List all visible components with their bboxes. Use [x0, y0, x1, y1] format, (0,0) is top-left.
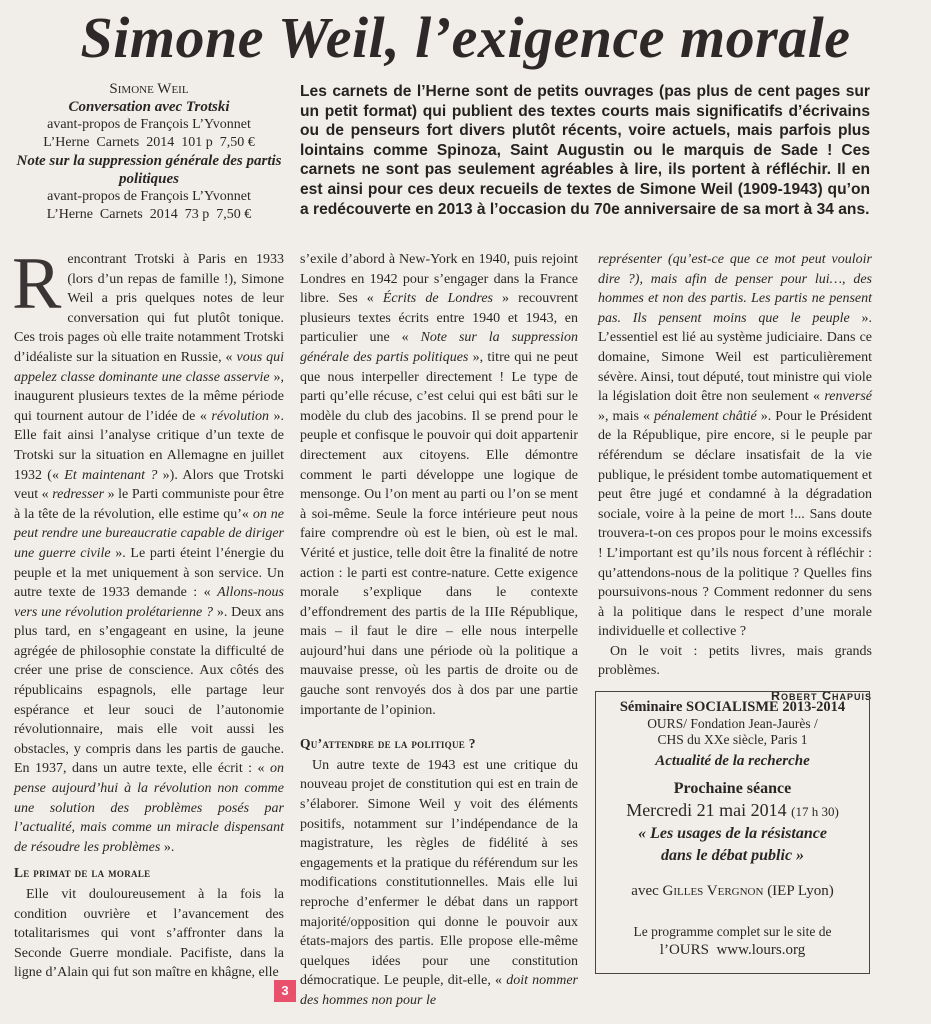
book-foreword-2: avant-propos de François L’Yvonnet: [47, 189, 251, 204]
quote-run: on pense aujourd’hui à la révolution non comme une solution des problèmes posés par l’actualité, mais comme un miracle dispensant de résoudre les problèmes: [14, 761, 284, 855]
quote-run: doit nommer des hommes non pour le: [300, 973, 579, 1008]
text-run: ». Deux ans plus tard, en s’engageant en usine, la jeune agrégée de philosophie constate la difficulté de créer une prise de conscience. Aux côtés des républicains espagnols, elle partage leur espérance et leur souci de l’autonomie révolutionnaire, mais elle voit aussi les obstacles, y compris dans les partis de gauche. En 1937, dans un autre texte, elle écrit : «: [14, 604, 284, 777]
quote-run: vous qui appelez classe dominante une classe asservie: [14, 349, 284, 385]
quote-run: Note sur la suppression générale des partis politiques: [300, 330, 578, 365]
quote-run: représenter (qu’est-ce que ce mot peut vouloir dire ?), mais afin de penser pour lui…, des hommes et non des partis. Les partis ne pensent pas. Ils pensent moins que le peuple: [598, 252, 872, 326]
quote-run: Écrits de Londres: [382, 291, 493, 307]
text-run: s’exile d’abord à New-York en 1940, puis rejoint Londres en 1942 pour s’engager dans la France libre. Ses «: [300, 252, 578, 307]
quote-run: pénalement châtié: [654, 408, 757, 424]
article-intro: Les carnets de l’Herne sont de petits ouvrages (pas plus de cent pages sur un petit format) qui publient des textes courts mais significatifs d’écrivains ou de penseurs fort divers plutôt récents, voire actuels, mais parfois plus lointains comme Spinoza, Saint Augustin ou le marquis de Sade ! Ces carnets ne sont pas seulement agréables à lire, ils portent à réfléchir. Il en est ainsi pour ces deux recueils de textes de Simone Weil (1909-1943) qu’on a redécouverte en 2013 à l’occasion du 70e anniversaire de sa mort à 34 ans.: [300, 83, 870, 218]
text-run: ». Pour le Président de la République, pire encore, si le peuple par référendum se déclare insatisfait de la vie publique, le président tombe automatiquement et peut être jugé et condamné à la dégradation sociale, voire à la peine de mort !... Sans doute trouvera-t-on ces propos pour le moins excessifs ! L’important est qu’ils nous forcent à réfléchir : qu’attendons-nous de la politique ? Quelles fins poursuivons-nous ? Comment redonner du sens à la politique dans le respect d’une morale individuelle et collective ?: [598, 408, 872, 640]
seminar-institutions: OURS/ Fondation Jean-Jaurès /: [647, 716, 818, 731]
book-foreword-1: avant-propos de François L’Yvonnet: [47, 117, 251, 132]
page-number: 3: [274, 980, 296, 1002]
text-run: », mais «: [598, 408, 654, 424]
text-run: ». Elle fait ainsi l’analyse critique d’un texte de Trotski sur la situation en Allemagne en juillet 1932 («: [14, 408, 285, 483]
seminar-date: Mercredi 21 mai 2014 (17 h 30): [626, 800, 839, 820]
book-publisher-1: L’Herne Carnets 2014 101 p 7,50 €: [43, 135, 255, 150]
text-run: »). Alors que Trotski veut «: [14, 467, 284, 503]
drop-cap: R: [12, 243, 62, 325]
seminar-box: [595, 691, 870, 974]
text-run: », inaugurent plusieurs textes de la même période qui tournent autour de l’idée de «: [14, 369, 285, 424]
section-heading-1: Le primat de la morale: [14, 865, 151, 881]
column-2: [300, 250, 578, 1011]
paragraph: Elle vit douloureusement à la fois la condition ouvrière et l’avancement des totalitarismes qui vont s’affronter dans la Seconde Guerre mondiale. Pacifiste, dans la ligne d’Alain qui fut son maître en khâgne, elle: [14, 887, 284, 981]
speaker-affiliation: (IEP Lyon): [767, 883, 834, 899]
speaker-name: Gilles Vergnon: [662, 883, 764, 899]
seminar-talk-title: « Les usages de la résistance: [638, 825, 827, 842]
column-1: [12, 243, 285, 983]
quote-run: Allons-nous vers une révolution prolétarienne ?: [14, 585, 284, 620]
quote-run: redresser: [52, 487, 105, 503]
book-author: Simone Weil: [109, 81, 189, 97]
seminar-time: (17 h 30): [791, 804, 839, 819]
column-3: [598, 250, 872, 707]
seminar-site: l’OURS www.lours.org: [659, 942, 806, 958]
text-run: Un autre texte de 1943 est une critique du nouveau projet de constitution qui est en train de s’élaborer. Simone Weil y voit des éléments positifs, notamment sur l’indépendance de la magistrature, les règles de fidélité à ses engagements et la pratique du référendum sur les modifications constitutionnelles. Mais elle lui reproche d’enfermer le débat dans un rapport majorité/opposition qui donne le pouvoir aux états-majors des partis. Elle propose elle-même quelques idées pour une constitution démocratique. Le peuple, dit-elle, «: [300, 757, 578, 989]
book-title-2: Note sur la suppression générale des partis politiques: [16, 153, 282, 187]
text-run: encontrant Trotski à Paris en 1933 (lors d’un repas de famille !), Simone Weil a pris quelques notes de leur conversation qui fut plutôt tonique. Ces trois pages où elle traite notamment Trotski d’idéaliste sur la situation en Russie, «: [14, 252, 284, 365]
seminar-next-session: Prochaine séance: [673, 780, 792, 797]
text-run: ».: [160, 839, 175, 855]
seminar-heading: Actualité de la recherche: [655, 753, 810, 769]
seminar-institutions: CHS du XXe siècle, Paris 1: [657, 732, 808, 747]
seminar-title: Séminaire SOCIALISME 2013-2014: [619, 699, 846, 715]
text-run: » recouvrent plusieurs textes écrits entre 1940 et 1943, en particulier une «: [300, 291, 578, 346]
author-signature: Robert Chapuis: [770, 689, 872, 704]
seminar-program-note: Le programme complet sur le site de: [633, 924, 832, 939]
book-publisher-2: L’Herne Carnets 2014 73 p 7,50 €: [46, 207, 252, 222]
text-run: » le Parti communiste pour être à la tête de la révolution, elle estime qu’«: [14, 487, 284, 522]
book-title-1: Conversation avec Trotski: [68, 99, 230, 115]
text-run: », titre qui ne peut que nous interpeller directement ! Le type de parti qu’elle récuse, c’est celui qui est bâti sur le modèle du club des jacobins. Il se prend pour le peuple et confisque le pouvoir qui doit appartenir directement aux citoyens. Elle démontre comment le parti développe une logique de mensonge. Ou l’on ment au parti ou l’on se ment à soi-même. Seule la force intérieure peut nous faire comprendre où est le bien, où est le mal. Vérité et justice, telle doit être la finalité de notre action : le parti est contre-nature. Cette exigence morale s’explique dans le contexte d’effondrement des partis de la IIIe République, mais – il faut le dire – elle nous interpelle aujourd’hui dans une période où la politique a mauvaise presse, où les partis de droite ou de gauche sont renvoyés dos à dos par une partie importante de l’opinion.: [300, 349, 578, 718]
article-title: Simone Weil, l’exigence morale: [80, 5, 851, 70]
quote-run: on ne peut rendre une bureaucratie capable de diriger une guerre civile: [14, 506, 284, 561]
text-run: ». L’essentiel est lié au système judiciaire. Dans ce domaine, Simone Weil est particulièrement sévère. Ainsi, tout député, tout ministre qui viole la législation doit être non seulement «: [598, 310, 873, 405]
quote-run: renversé: [824, 389, 872, 405]
site-link[interactable]: www.lours.org: [716, 942, 806, 958]
bibliography-block: [14, 80, 284, 224]
quote-run: révolution: [211, 408, 269, 424]
paragraph: On le voit : petits livres, mais grands problèmes.: [598, 643, 872, 679]
quote-run: Et maintenant ?: [64, 467, 158, 483]
text-run: ». Le parti éteint l’énergie du peuple et la met uniquement à son service. Un autre texte de 1933 demande : «: [14, 545, 284, 601]
seminar-talk-title: dans le débat public »: [660, 847, 805, 864]
seminar-speaker: avec Gilles Vergnon (IEP Lyon): [631, 883, 834, 899]
section-heading-2: Qu’attendre de la politique ?: [300, 736, 476, 752]
